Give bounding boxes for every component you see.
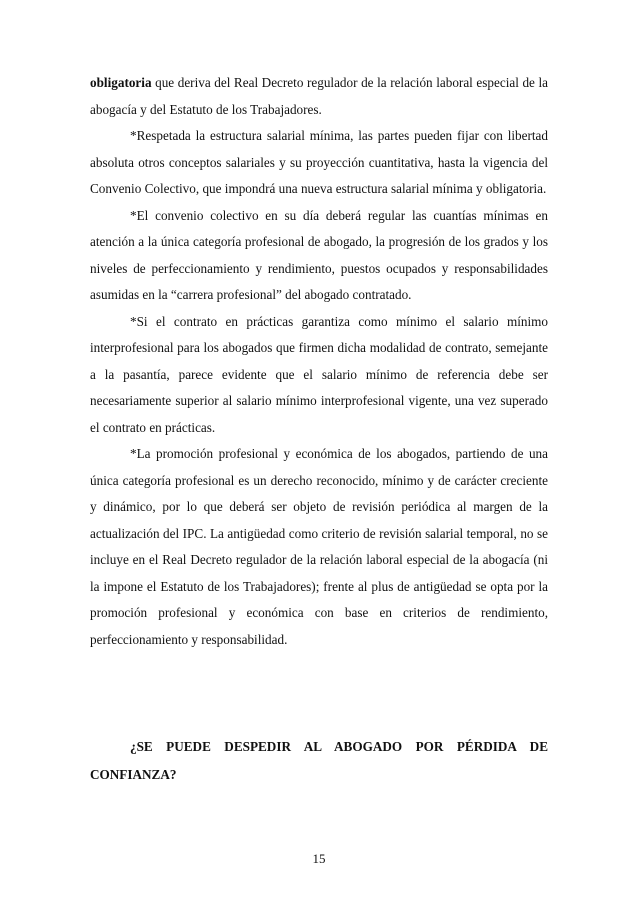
section-heading — [90, 733, 548, 789]
section-heading-line-2: CONFIANZA? — [90, 767, 177, 782]
page-number: 15 — [312, 851, 326, 866]
paragraph-1-bold-lead: obligatoria — [90, 75, 152, 90]
paragraph-4: *Si el contrato en prácticas garantiza como mínimo el salario mínimo interprofesional para los abogados que firmen dicha modalidad de contrato, semejante a la pasantía, parece evidente que el salario mínimo de referencia debe ser necesariamente superior al salario mínimo interprofesional vigente, una vez superado el contrato en prácticas. — [90, 313, 548, 435]
paragraph-5: *La promoción profesional y económica de los abogados, partiendo de una única categoría profesional es un derecho reconocido, mínimo y de carácter creciente y dinámico, por lo que deberá ser objeto de revisión periódica al margen de la actualización del IPC. La antigüedad como criterio de revisión salarial temporal, no se incluye en el Real Decreto regulador de la relación laboral especial de la abogacía (ni la impone el Estatuto de los Trabajadores); frente al plus de antigüedad se opta por la promoción profesional y económica con base en criterios de rendimiento, perfeccionamiento y responsabilidad. — [90, 446, 548, 647]
paragraph-2: *Respetada la estructura salarial mínima, las partes pueden fijar con libertad absoluta otros conceptos salariales y su proyección cuantitativa, hasta la vigencia del Convenio Colectivo, que impondrá una nueva estructura salarial mínima y obligatoria. — [90, 128, 548, 196]
paragraph-1-text: que deriva del Real Decreto regulador de la relación laboral especial de la abogacía y del Estatuto de los Trabajadores. — [90, 75, 548, 117]
section-heading-line-1: ¿SE PUEDE DESPEDIR AL ABOGADO POR PÉRDIDA DE — [130, 739, 548, 754]
document-body — [90, 70, 548, 789]
paragraph-3: *El convenio colectivo en su día deberá regular las cuantías mínimas en atención a la única categoría profesional de abogado, la progresión de los grados y los niveles de perfeccionamiento y rendimiento, puestos ocupados y responsabilidades asumidas en la “carrera profesional” del abogado contratado. — [90, 207, 548, 302]
paragraph-1 — [90, 70, 548, 123]
